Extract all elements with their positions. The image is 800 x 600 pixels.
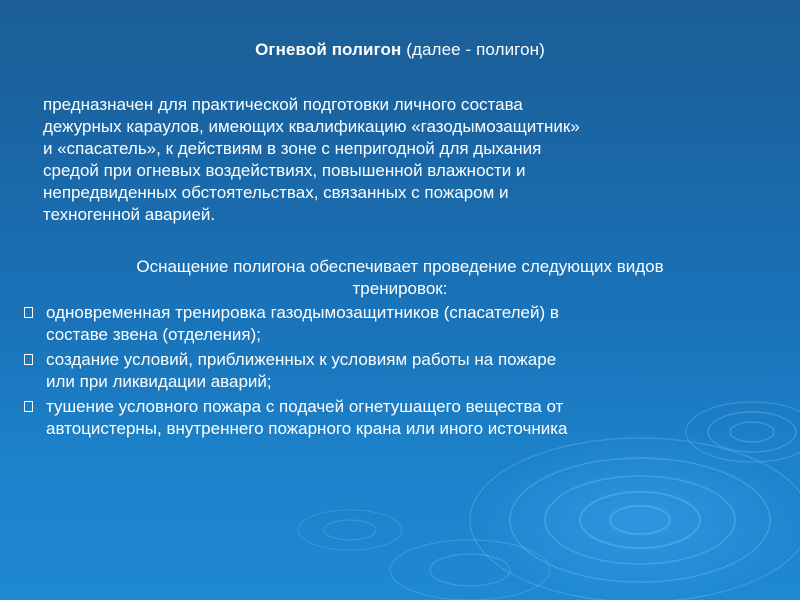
description-paragraph (43, 94, 763, 226)
paragraph-line: непредвиденных обстоятельствах, связанных с пожаром и (43, 183, 509, 202)
paragraph-line: средой при огневых воздействиях, повышенной влажности и (43, 161, 526, 180)
list-item (22, 396, 782, 440)
title-bold: Огневой полигон (255, 40, 402, 59)
square-bullet-icon (24, 354, 33, 365)
list-item-line: создание условий, приближенных к условиям работы на пожаре (46, 350, 557, 369)
title-rest: (далее - полигон) (401, 40, 545, 59)
list-item-line: или при ликвидации аварий; (46, 372, 272, 391)
lead-line: тренировок: (352, 279, 448, 298)
list-item-line: автоцистерны, внутреннего пожарного крана или иного источника (46, 419, 568, 438)
lead-line: Оснащение полигона обеспечивает проведение следующих видов (136, 257, 664, 276)
paragraph-line: дежурных караулов, имеющих квалификацию «газодымозащитник» (43, 117, 580, 136)
paragraph-line: техногенной аварией. (43, 205, 216, 224)
paragraph-line: и «спасатель», к действиям в зоне с непригодной для дыхания (43, 139, 542, 158)
list-item (22, 349, 782, 393)
training-list (22, 302, 782, 443)
equipment-lead (40, 256, 760, 300)
list-item-line: одновременная тренировка газодымозащитников (спасателей) в (46, 303, 559, 322)
list-item-line: составе звена (отделения); (46, 325, 261, 344)
paragraph-line: предназначен для практической подготовки личного состава (43, 95, 523, 114)
list-item (22, 302, 782, 346)
slide-title (0, 38, 800, 62)
list-item-line: тушение условного пожара с подачей огнетушащего вещества от (46, 397, 564, 416)
square-bullet-icon (24, 307, 33, 318)
square-bullet-icon (24, 401, 33, 412)
